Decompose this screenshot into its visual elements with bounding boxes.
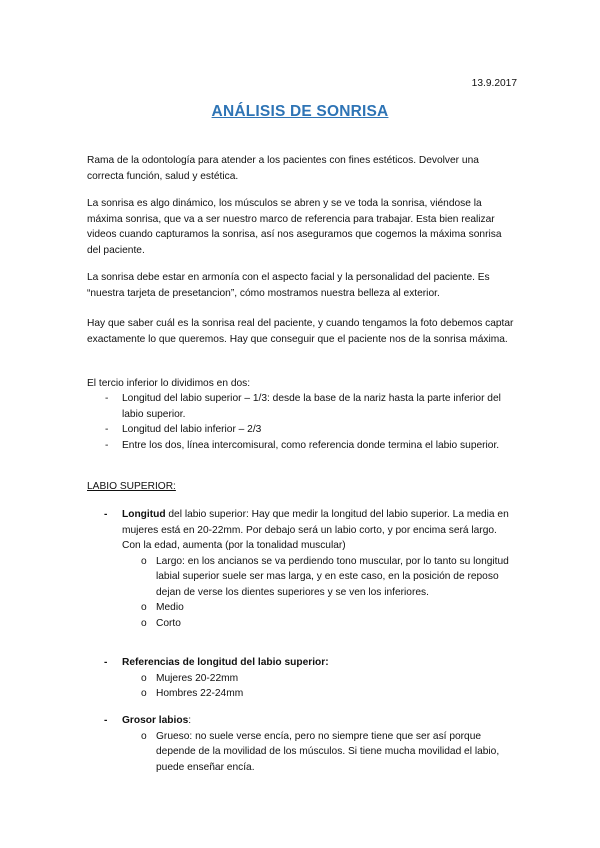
sub-list <box>122 554 517 632</box>
list-item <box>87 391 517 422</box>
document-title: ANÁLISIS DE SONRISA <box>211 103 389 120</box>
item-text: del labio superior: Hay que medir la longitud del labio superior. La media en mujeres está en 20-22mm. Por debajo será un labio corto, y por encima será largo. Con la edad, aumenta (por la tonalidad muscular) <box>122 509 509 551</box>
sub-list-item <box>122 686 517 702</box>
sub-item-text: Grueso: no suele verse encía, pero no siempre tiene que ser así porque depende de la movilidad de los músculos. Si tiene mucha movilidad el labio, puede enseñar encía. <box>156 730 500 773</box>
dash-bullet: - <box>105 424 109 435</box>
sub-item-text: Medio <box>156 602 184 613</box>
sub-item-text: Mujeres 20-22mm <box>156 672 239 684</box>
list-item-text: Entre los dos, línea intercomisural, como referencia donde termina el labio superior. <box>122 439 500 451</box>
item-heading: Grosor labios <box>122 715 189 726</box>
dash-bullet: - <box>105 439 109 451</box>
paragraph-intro: Rama de la odontología para atender a los pacientes con fines estéticos. Devolver una correcta función, salud y estética. <box>87 155 479 182</box>
labio-item-grosor <box>87 713 517 775</box>
dash-bullet: - <box>104 657 108 668</box>
paragraph-harmony: La sonrisa debe estar en armonía con el aspecto facial y la personalidad del paciente. Es “nuestra tarjeta de presetancion”, cómo mostramos nuestra belleza al exterior. <box>87 272 490 299</box>
document-date: 13.9.2017 <box>471 78 517 89</box>
dash-bullet: - <box>104 715 108 726</box>
list-item <box>87 438 517 454</box>
sub-list-item <box>122 600 517 616</box>
circle-bullet: o <box>141 555 147 567</box>
list-item-text: Longitud del labio inferior – 2/3 <box>122 424 262 435</box>
item-heading: Longitud <box>122 509 166 520</box>
sub-list-item <box>122 554 517 601</box>
circle-bullet: o <box>141 730 147 742</box>
sub-list-item <box>122 671 517 687</box>
dash-bullet: - <box>105 393 109 404</box>
circle-bullet: o <box>141 672 147 684</box>
labio-item-referencias <box>87 655 517 702</box>
circle-bullet: o <box>141 688 147 699</box>
labio-item-longitud <box>87 507 517 631</box>
paragraph-tercio: El tercio inferior lo dividimos en dos: <box>87 378 251 389</box>
sub-item-text: Corto <box>156 617 181 629</box>
tercio-list <box>87 391 517 453</box>
section-heading-labio-superior: LABIO SUPERIOR: <box>87 481 176 492</box>
dash-bullet: - <box>104 509 108 520</box>
sub-item-text: Hombres 22-24mm <box>156 688 244 699</box>
circle-bullet: o <box>141 617 147 629</box>
sub-list-item <box>122 616 517 632</box>
sub-list <box>122 671 517 702</box>
item-text: : <box>188 715 192 726</box>
sub-list <box>122 729 517 776</box>
circle-bullet: o <box>141 602 147 613</box>
sub-item-text: Largo: en los ancianos se va perdiendo tono muscular, por lo tanto su longitud labial superior suele ser mas larga, y en este caso, en la posición de reposo dejan de verse los dientes superiores y se ven los inferiores. <box>156 555 509 598</box>
list-item <box>87 422 517 438</box>
sub-list-item <box>122 729 517 776</box>
item-heading: Referencias de longitud del labio superior: <box>122 657 329 668</box>
paragraph-real-smile: Hay que saber cuál es la sonrisa real del paciente, y cuando tengamos la foto debemos captar exactamente lo que queremos. Hay que conseguir que el paciente nos de la sonrisa máxima. <box>87 318 514 345</box>
paragraph-dynamic: La sonrisa es algo dinámico, los músculos se abren y se ve toda la sonrisa, viéndose la máxima sonrisa, que va a ser nuestro marco de referencia para trabajar. Esta bien realizar videos cuando capturamos la sonrisa, así nos aseguramos que cogemos la máxima sonrisa del paciente. <box>87 198 502 256</box>
list-item-text: Longitud del labio superior – 1/3: desde la base de la nariz hasta la parte inferior del labio superior. <box>122 393 501 420</box>
